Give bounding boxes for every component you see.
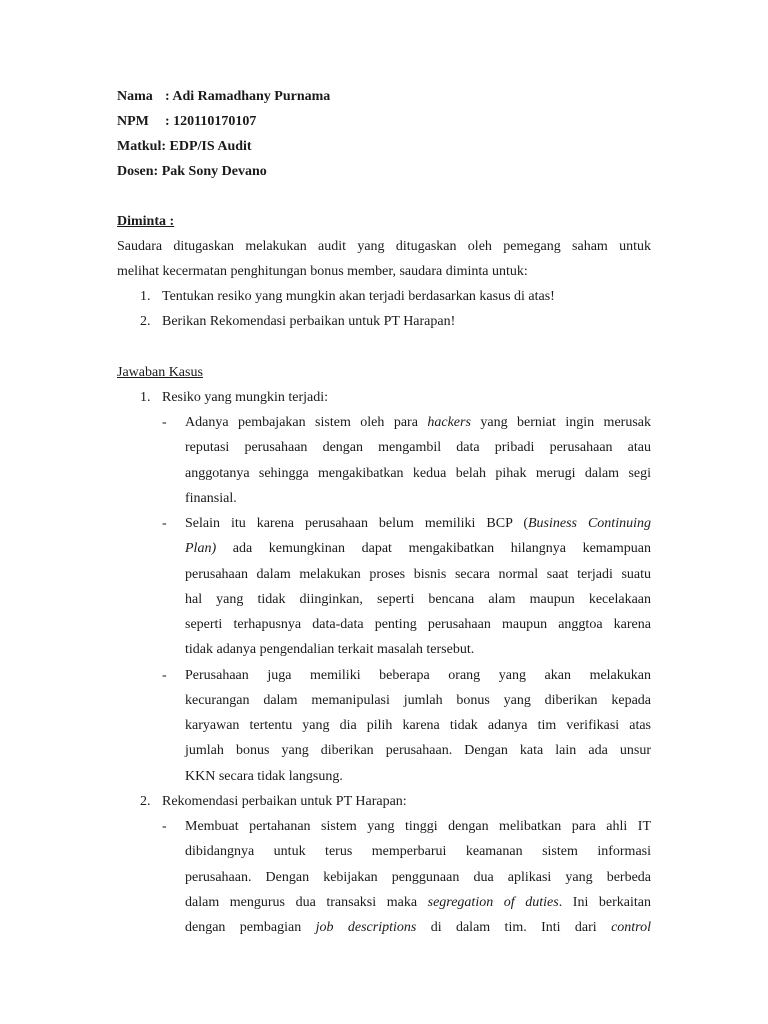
paragraph-line: reputasi perusahaan dengan mengambil data pribadi perusahaan atau: [185, 440, 651, 455]
paragraph-line: dibidangnya untuk terus memperbarui keamanan sistem informasi: [185, 844, 651, 859]
text-run: . Ini berkaitan: [558, 895, 651, 910]
text-run: ada kemungkinan dapat mengakibatkan hilangnya kemampuan: [216, 541, 651, 556]
paragraph-line: Membuat pertahanan sistem yang tinggi dengan melibatkan para ahli IT: [185, 819, 651, 834]
italic-run: hackers: [427, 415, 471, 430]
list-number: 2.: [140, 794, 151, 809]
list-number: 1.: [140, 289, 151, 304]
list-number: 1.: [140, 390, 151, 405]
diminta-intro-line: Saudara ditugaskan melakukan audit yang ditugaskan oleh pemegang saham untuk: [117, 239, 651, 254]
text-run: Selain itu karena perusahaan belum memiliki BCP (: [185, 516, 528, 531]
list-number: 2.: [140, 314, 151, 329]
paragraph-line: [185, 894, 651, 912]
dash-bullet: -: [162, 415, 167, 430]
paragraph-line: perusahaan dalam melakukan proses bisnis secara normal saat terjadi suatu: [185, 567, 651, 582]
jawaban-item-title: Resiko yang mungkin terjadi:: [162, 390, 329, 405]
italic-run: job descriptions: [315, 920, 417, 935]
dash-bullet: -: [162, 516, 167, 531]
italic-run: Plan): [185, 541, 217, 556]
text-run: dengan pembagian: [185, 920, 316, 935]
paragraph-line: finansial.: [185, 491, 237, 506]
paragraph-line: KKN secara tidak langsung.: [185, 769, 343, 784]
paragraph-line: [185, 515, 651, 533]
text-run: dalam mengurus dua transaksi maka: [185, 895, 428, 910]
paragraph-line: jumlah bonus yang diberikan perusahaan. Dengan kata lain ada unsur: [185, 743, 651, 758]
nama-line: [117, 88, 330, 106]
paragraph-line: kecurangan dalam memanipulasi jumlah bonus yang diberikan kepada: [185, 693, 651, 708]
jawaban-item-title: Rekomendasi perbaikan untuk PT Harapan:: [162, 794, 407, 809]
nama-label: Nama: [117, 89, 153, 104]
diminta-intro-line: melihat kecermatan penghitungan bonus member, saudara diminta untuk:: [117, 264, 528, 279]
dash-bullet: -: [162, 819, 167, 834]
paragraph-line: hal yang tidak diinginkan, seperti bencana alam maupun kecelakaan: [185, 592, 651, 607]
npm-line: [117, 113, 256, 131]
text-run: yang berniat ingin merusak: [470, 415, 651, 430]
italic-run: segregation of duties: [427, 895, 559, 910]
diminta-item: Tentukan resiko yang mungkin akan terjadi berdasarkan kasus di atas!: [162, 289, 555, 304]
paragraph-line: [185, 414, 651, 432]
diminta-item: Berikan Rekomendasi perbaikan untuk PT Harapan!: [162, 314, 456, 329]
italic-run: control: [611, 920, 651, 935]
paragraph-line: seperti terhapusnya data-data penting perusahaan maupun anggtoa karena: [185, 617, 651, 632]
diminta-heading: Diminta :: [117, 214, 175, 229]
paragraph-line: tidak adanya pengendalian terkait masalah tersebut.: [185, 642, 475, 657]
jawaban-heading: Jawaban Kasus: [117, 365, 203, 380]
paragraph-line: perusahaan. Dengan kebijakan penggunaan dua aplikasi yang berbeda: [185, 870, 651, 885]
paragraph-line: karyawan tertentu yang dia pilih karena tidak adanya tim verifikasi atas: [185, 718, 651, 733]
paragraph-line: Perusahaan juga memiliki beberapa orang yang akan melakukan: [185, 668, 651, 683]
text-run: Adanya pembajakan sistem oleh para: [185, 415, 428, 430]
npm-value: : 120110170107: [165, 114, 257, 129]
nama-value: : Adi Ramadhany Purnama: [165, 89, 331, 104]
paragraph-line: anggotanya sehingga mengakibatkan kedua belah pihak merugi dalam segi: [185, 466, 651, 481]
paragraph-line: [185, 919, 651, 937]
dosen-line: Dosen: Pak Sony Devano: [117, 164, 267, 179]
italic-run: Business Continuing: [528, 516, 651, 531]
npm-label: NPM: [117, 114, 149, 129]
text-run: di dalam tim. Inti dari: [416, 920, 612, 935]
matkul-line: Matkul: EDP/IS Audit: [117, 139, 252, 154]
paragraph-line: [185, 540, 651, 558]
dash-bullet: -: [162, 668, 167, 683]
